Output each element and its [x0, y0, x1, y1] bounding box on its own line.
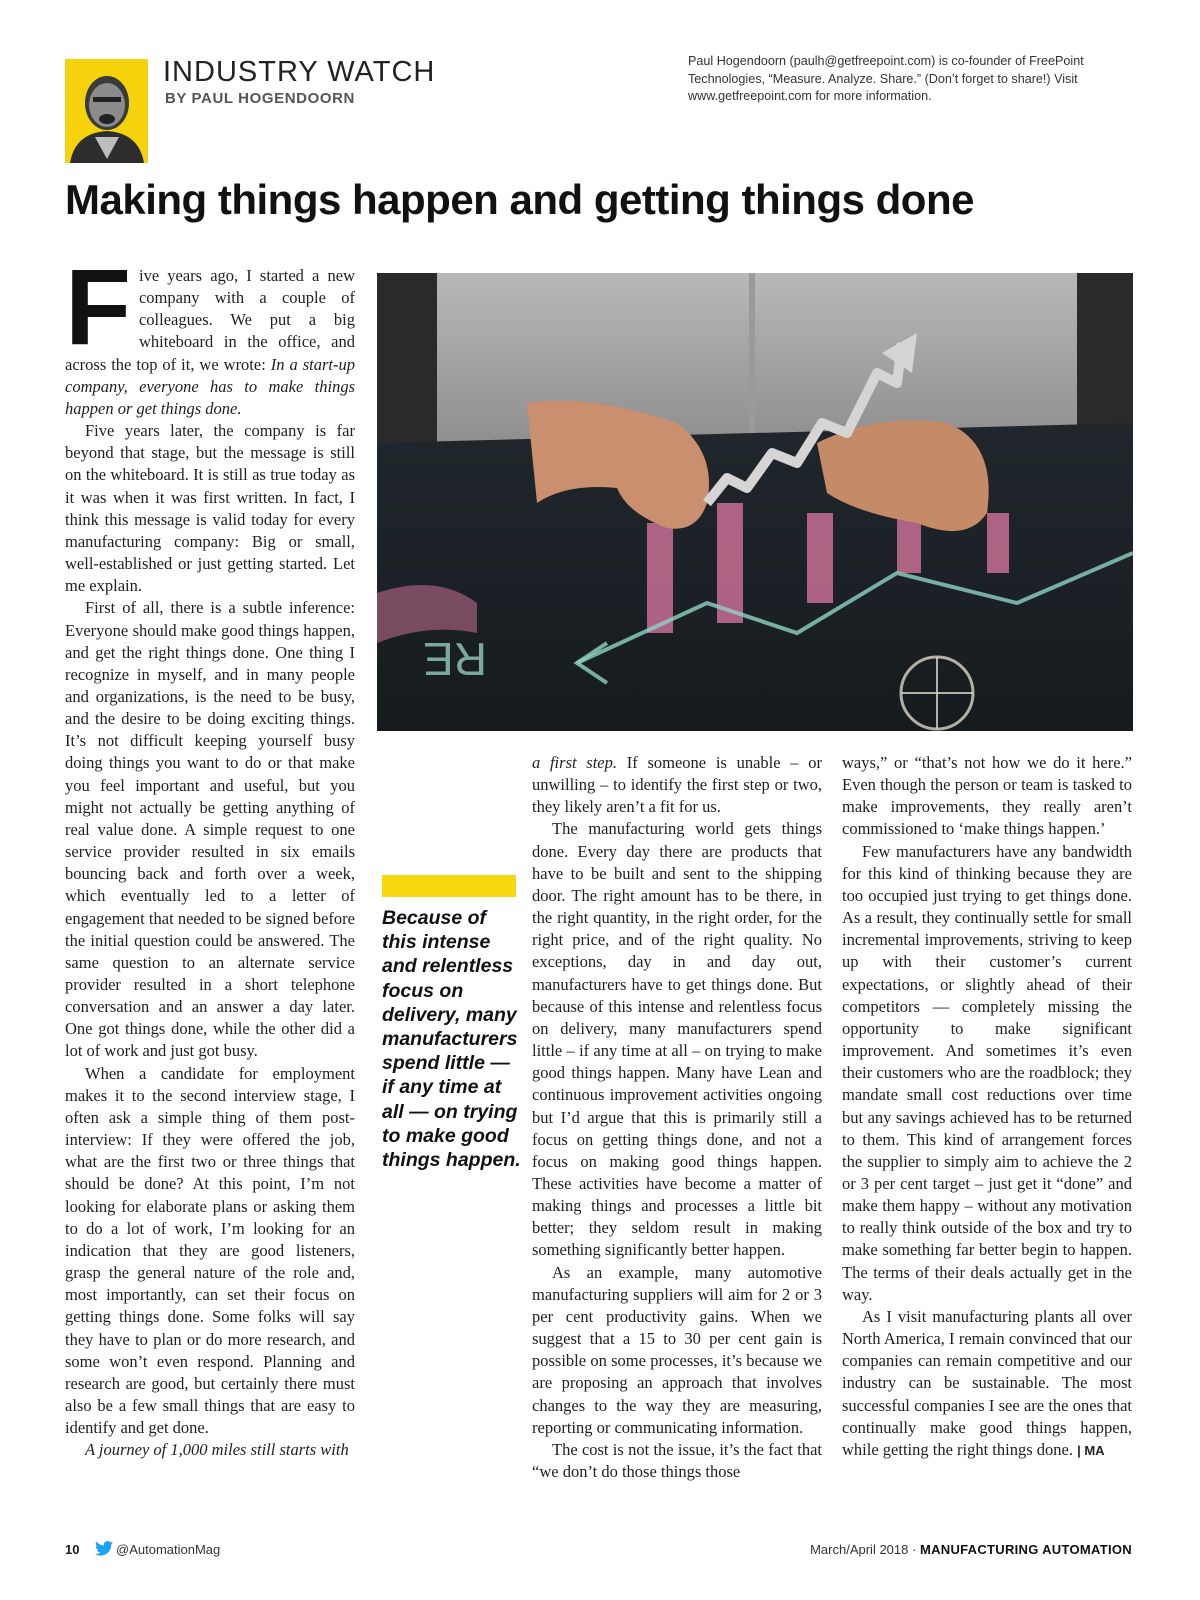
paragraph-1 — [65, 246, 356, 420]
paragraph-12 — [842, 1306, 1132, 1462]
article-column-1 — [65, 246, 356, 1461]
first-step-text: a first step. — [532, 753, 618, 772]
publication-name: MANUFACTURING AUTOMATION — [919, 1542, 1132, 1557]
issue-date: March/April 2018 · — [810, 1542, 917, 1557]
article-column-3 — [842, 752, 1132, 1462]
paragraph-9: The cost is not the issue, it’s the fact that “we don’t do those things those — [532, 1439, 822, 1481]
author-photo — [65, 59, 148, 163]
headline: Making things happen and getting things done — [65, 176, 974, 223]
twitter-handle[interactable]: @AutomationMag — [116, 1542, 221, 1557]
end-mark: | MA — [1077, 1442, 1105, 1458]
byline: BY PAUL HOGENDOORN — [165, 90, 355, 107]
pull-quote: Because of this intense and relentless focus on delivery, many manufacturers spend little — if any time at all — on trying to make good things happen. — [382, 907, 521, 1172]
proverb-text: A journey of 1,000 miles still starts with — [85, 1440, 349, 1460]
whiteboard-quote: In a start-up company, everyone has to make things happen or get things done. — [65, 354, 356, 418]
page-number: 10 — [65, 1542, 80, 1557]
paragraph-text: ive years ago, I started a new company with a couple of colleagues. We put a big whiteboard in the office, and across the top of it, we wrote: — [65, 266, 355, 374]
paragraph-4: When a candidate for employment makes it to the second interview stage, I often ask a simple thing of them post-interview: If they were offered the job, what are the first two or three things that should be done? At this point, I’m not looking for elaborate plans or asking them to do a lot of work, I’m looking for an indication that they are good listeners, grasp the general nature of the role and, most importantly, can set their focus on getting things done. Some folks will say they have to plan or do more research, and some won’t even respond. Planning and research are good, but certainly there must also be a few small things that are easy to identify and get done. — [65, 1063, 355, 1438]
paragraph-6 — [532, 752, 822, 818]
paragraph-5 — [65, 1439, 355, 1461]
svg-text:RE: RE — [423, 633, 487, 685]
author-bio: Paul Hogendoorn (paulh@getfreepoint.com) is co-founder of FreePoint Technologies, “Measure. Analyze. Share.” (Don’t forget to share!) Visit www.getfreepoint.com for more information. — [688, 54, 1084, 103]
paragraph-10: ways,” or “that’s not how we do it here.” Even though the person or team is tasked to make improvements, they really aren’t commissioned to ‘make things happen.’ — [842, 753, 1132, 839]
paragraph-text: If someone is unable – or unwilling – to identify the first step or two, they likely aren’t a fit for us. — [532, 753, 822, 817]
footer-issue — [810, 1542, 1132, 1557]
article-column-2 — [532, 752, 822, 1483]
twitter-icon — [95, 1541, 113, 1556]
article-photo — [377, 273, 1133, 731]
paragraph-3: First of all, there is a subtle inference: Everyone should make good things happen, and get the right things done. One thing I recognize in myself, and in many people and organizations, is the need to be busy, and the desire to be doing exciting things. It’s not difficult keeping yourself busy doing things you want to do or that make you feel important and useful, but you might not actually be getting anything of real value done. A simple request to one service provider resulted in six emails bouncing back and forth over a week, which eventually led to a letter of engagement that needed to be signed before the initial question could be answered. The same question to an alternate service provider resulted in a short telephone conversation and an answer a day later. One got things done, while the other did a lot of work and just got busy. — [65, 598, 355, 1061]
drop-cap: F — [65, 246, 131, 367]
section-title: INDUSTRY WATCH — [163, 56, 436, 88]
paragraph-2: Five years later, the company is far beyond that stage, but the message is still on the whiteboard. It is still as true today as it was when it was first written. In fact, I think this message is valid today for every manufacturing company: Big or small, well-established or just getting started. Let me explain. — [65, 421, 355, 596]
pull-quote-bar — [382, 875, 516, 897]
paragraph-text: As I visit manufacturing plants all over North America, I remain convinced that our companies can remain competitive and our industry can be sustainable. The most successful companies I see are the ones that continually make good things happen, while getting the right things done. — [842, 1306, 1132, 1459]
paragraph-11: Few manufacturers have any bandwidth for this kind of thinking because they are too occupied just trying to get things done. As a result, they continually settle for small incremental improvements, striving to keep up with their customer’s current expectations, or slightly ahead of their competitors — completely missing the opportunity to make significant improvement. And sometimes it’s even their customers who are the roadblock; they mandate small cost reductions over time but any savings achieved has to be returned to them. This kind of arrangement forces the supplier to simply aim to achieve the 2 or 3 per cent target – just get it “done” and make them happy – without any motivation to really think outside of the box and try to make something far better begin to happen. The terms of their deals actually get in the way. — [842, 841, 1132, 1304]
paragraph-8: As an example, many automotive manufacturing suppliers will aim for 2 or 3 per cent productivity gains. When we suggest that a 15 to 30 per cent gain is possible on some processes, it’s because we are proposing an approach that involves changes to the way they are measuring, reporting or communicating information. — [532, 1262, 822, 1437]
paragraph-7: The manufacturing world gets things done. Every day there are products that have to be built and sent to the shipping door. The right amount has to be there, in the right quantity, in the right order, for the right price, and of the right quality. No exceptions, day in and day out, manufacturers have to get things done. But because of this intense and relentless focus on delivery, many manufacturers spend little – if any time at all – on trying to make good things happen. Many have Lean and continuous improvement activities ongoing but I’d argue that this is primarily still a focus on getting things done, and not a focus on making good things happen. These activities have become a matter of making things and processes a little bit better; they seldom result in making something significantly better happen. — [532, 819, 822, 1260]
